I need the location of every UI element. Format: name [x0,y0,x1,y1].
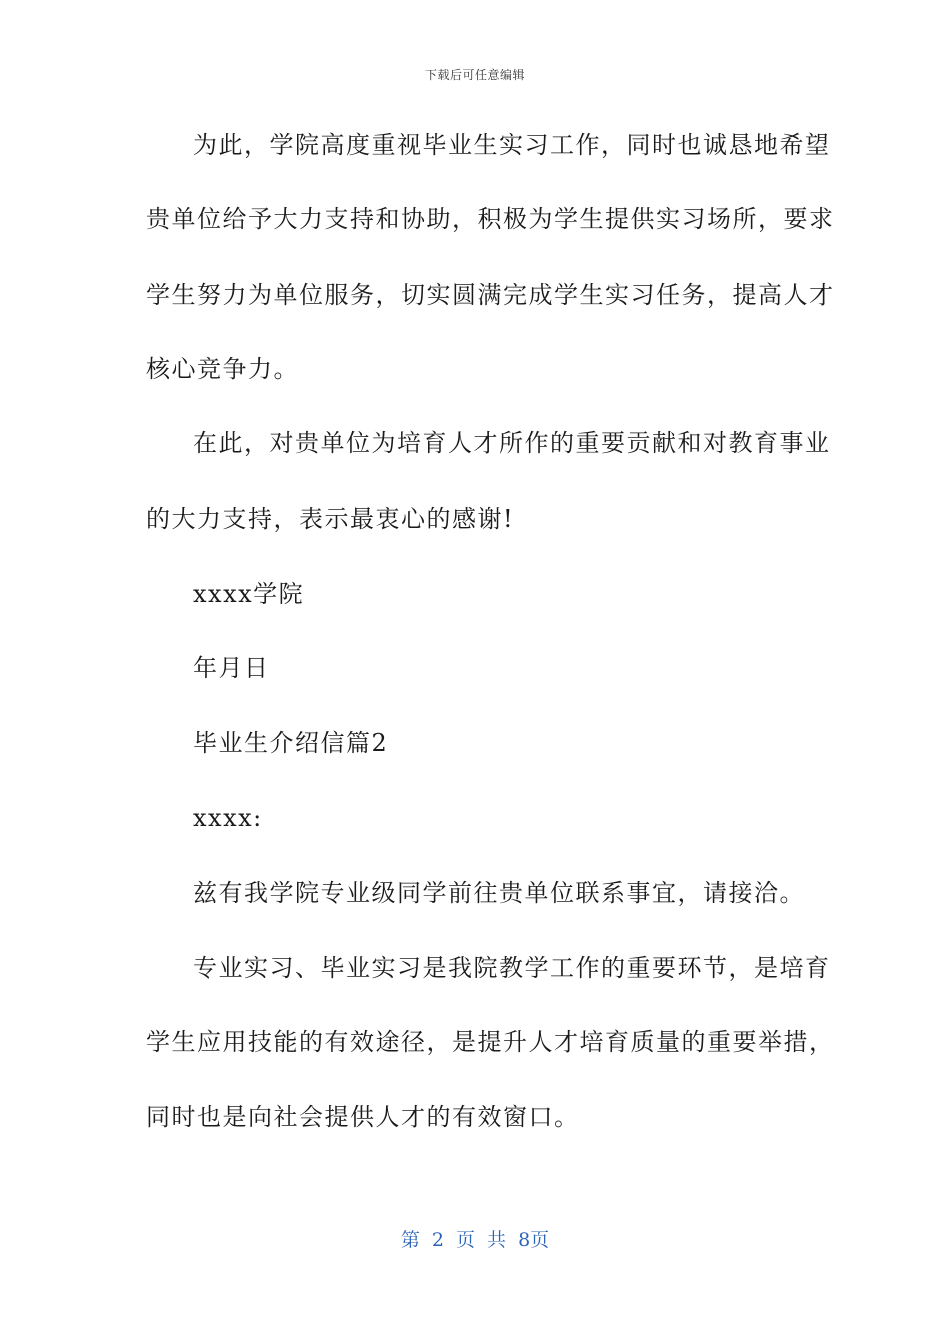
paragraph-line: 核心竞争力。 [146,355,299,383]
page-header-note: 下载后可任意编辑 [424,68,525,82]
signature-date: 年月日 [193,654,270,682]
salutation: xxxx: [193,804,263,832]
signature-institution: xxxx学院 [193,580,305,608]
section-title: 毕业生介绍信篇2 [193,729,389,757]
paragraph-line: 学生应用技能的有效途径，是提升人才培育质量的重要举措， [146,1028,835,1056]
paragraph-line: 兹有我学院专业级同学前往贵单位联系事宜，请接洽。 [193,879,805,907]
page-number-footer: 第 2 页 共 8页 [400,1229,550,1251]
paragraph-line: 同时也是向社会提供人才的有效窗口。 [146,1103,580,1131]
paragraph-line: 的大力支持，表示最衷心的感谢! [146,505,515,533]
paragraph-line: 专业实习、毕业实习是我院教学工作的重要环节，是培育 [193,954,831,982]
paragraph-line: 在此，对贵单位为培育人才所作的重要贡献和对教育事业 [193,429,831,457]
paragraph-line: 贵单位给予大力支持和协助，积极为学生提供实习场所，要求 [146,205,835,233]
paragraph-line: 为此，学院高度重视毕业生实习工作，同时也诚恳地希望 [193,131,831,159]
paragraph-line: 学生努力为单位服务，切实圆满完成学生实习任务，提高人才 [146,281,835,309]
